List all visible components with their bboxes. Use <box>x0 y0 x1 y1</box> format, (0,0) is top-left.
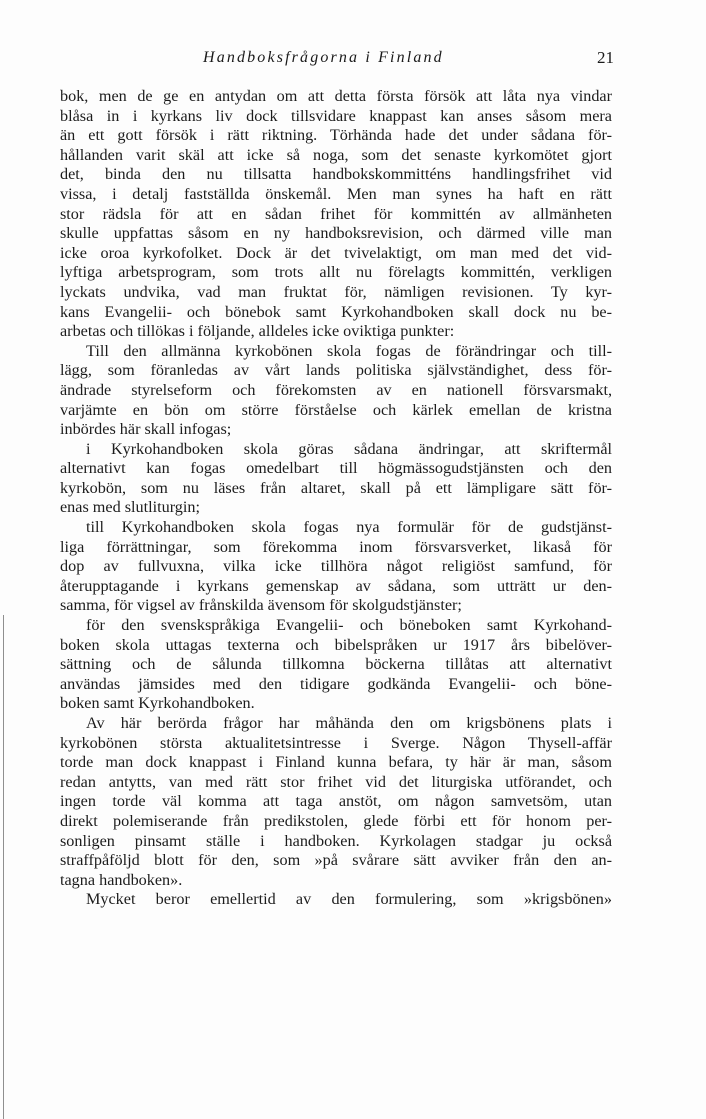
text-line <box>60 303 612 323</box>
text-line-content: kans Evangelii- och bönebok samt Kyrkohandboken skall dock nu be- <box>60 302 612 321</box>
text-line-content: varjämte en bön om större förståelse och kärlek emellan de kristna <box>60 400 612 419</box>
text-line <box>60 675 612 695</box>
text-line-content: torde man dock knappast i Finland kunna befara, ty här är man, såsom <box>60 753 612 772</box>
text-line <box>60 655 612 675</box>
text-line <box>60 146 612 166</box>
running-head: Handboksfrågorna i Finland <box>203 49 444 66</box>
text-line <box>60 381 612 401</box>
text-line-content: skulle uppfattas såsom en ny handboksrevision, och därmed ville man <box>60 224 612 243</box>
text-line <box>60 734 612 754</box>
text-line-content: Av här berörda frågor har måhända den om krigsbönens plats i <box>86 714 612 732</box>
text-line <box>60 694 612 714</box>
text-line-content: arbetas och tillökas i följande, alldeles icke oviktiga punkter: <box>60 322 455 341</box>
text-line-content: blåsa in i kyrkans liv dock tillsvidare knappast kan anses såsom mera <box>60 106 612 125</box>
text-line-content: inbördes här skall infogas; <box>60 420 232 439</box>
text-line-content: redan antytts, van med rätt stor frihet vid det liturgiska utförandet, och <box>60 772 612 791</box>
text-line-content: boken skola uttagas texterna och bibelspråken ur 1917 års bibelöver- <box>60 635 612 654</box>
page-edge-line <box>3 615 4 1119</box>
text-line-content: lyftiga arbetsprogram, som trots allt nu förelagts kommittén, verkligen <box>60 263 612 282</box>
text-line <box>60 342 612 362</box>
text-line-content: lyckats undvika, vad man fruktat för, nämligen revisionen. Ty kyr- <box>60 282 612 301</box>
text-line <box>60 224 612 244</box>
text-line-content: i Kyrkohandboken skola göras sådana ändringar, att skriftermål <box>86 439 612 458</box>
text-line-content: stor rädsla för att en sådan frihet för kommittén av allmänheten <box>60 204 612 223</box>
text-line <box>60 636 612 656</box>
text-line-content: samma, för vigsel av frånskilda ävensom för skolgudstjänster; <box>60 596 462 615</box>
text-line-content: straffpåföljd blott för den, som »på svårare sätt avviker från den an- <box>60 851 612 870</box>
text-line <box>60 577 612 597</box>
text-line <box>60 753 612 773</box>
text-line-content: sonligen pinsamt ställe i handboken. Kyrkolagen stadgar ju också <box>60 831 612 850</box>
text-line-content: dop av fullvuxna, vilka icke tillhöra något religiöst samfund, för <box>60 557 612 576</box>
text-line-content: alternativt kan fogas omedelbart till högmässogudstjänsten och den <box>60 459 612 478</box>
text-line <box>60 890 612 910</box>
text-line <box>60 244 612 264</box>
text-line <box>60 851 612 871</box>
text-line <box>60 871 612 891</box>
text-line <box>60 185 612 205</box>
text-line-content: bok, men de ge en antydan om att detta första försök att låta nya vindar <box>60 87 612 105</box>
text-line <box>60 616 612 636</box>
text-line <box>60 714 612 734</box>
text-line-content: lägg, som föranledas av vårt lands politiska självständighet, dess för- <box>60 361 612 380</box>
text-line <box>60 401 612 421</box>
text-line <box>60 538 612 558</box>
text-line-content: än ett gott försök i rätt riktning. Törhända hade det under sådana för- <box>60 126 612 145</box>
text-line <box>60 420 612 440</box>
text-line <box>60 518 612 538</box>
text-line-content: det, binda den nu tillsatta handbokskommitténs handlingsfrihet vid <box>60 165 612 184</box>
text-line-content: sättning och de sålunda tillkomna böckerna tillåtas att alternativt <box>60 655 612 674</box>
text-line <box>60 87 612 107</box>
text-line-content: hållanden varit skäl att icke så noga, som det senaste kyrkomötet gjort <box>60 145 612 164</box>
text-line <box>60 361 612 381</box>
text-line-content: ändrade styrelseform och förekomsten av en nationell försvarsmakt, <box>60 380 612 399</box>
text-line-content: till Kyrkohandboken skola fogas nya formulär för de gudstjänst- <box>86 518 612 537</box>
text-line-content: tagna handboken». <box>60 870 183 889</box>
text-line-content: liga förrättningar, som förekomma inom försvarsverket, likaså för <box>60 537 612 556</box>
text-line <box>60 812 612 832</box>
text-line <box>60 459 612 479</box>
text-line-content: för den svenskspråkiga Evangelii- och böneboken samt Kyrkohand- <box>86 616 612 635</box>
text-line <box>60 263 612 283</box>
text-line <box>60 440 612 460</box>
text-line-content: kyrkobönen största aktualitetsintresse i Sverge. Någon Thysell-affär <box>60 733 612 752</box>
text-line-content: Mycket beror emellertid av den formulering, som »krigsbönen» <box>86 890 612 909</box>
body-text <box>60 87 612 910</box>
text-line <box>60 126 612 146</box>
text-line-content: ingen torde väl komma att taga anstöt, om någon samvetsöm, utan <box>60 792 612 811</box>
text-line <box>60 832 612 852</box>
text-line <box>60 283 612 303</box>
text-line <box>60 596 612 616</box>
text-line <box>60 165 612 185</box>
text-line <box>60 498 612 518</box>
text-line <box>60 322 612 342</box>
text-line <box>60 557 612 577</box>
text-line <box>60 479 612 499</box>
text-line-content: enas med slutliturgin; <box>60 498 200 517</box>
text-line-content: användas jämsides med den tidigare godkända Evangelii- och böne- <box>60 674 612 693</box>
text-line-content: icke oroa kyrkofolket. Dock är det tvivelaktigt, om man med det vid- <box>60 243 612 262</box>
text-line <box>60 107 612 127</box>
text-line-content: återupptagande i kyrkans gemenskap av sådana, som utträtt ur den- <box>60 576 612 595</box>
page-number: 21 <box>597 48 614 67</box>
text-line <box>60 205 612 225</box>
text-line-content: boken samt Kyrkohandboken. <box>60 694 255 713</box>
text-line-content: kyrkobön, som nu läses från altaret, skall på ett lämpligare sätt för- <box>60 478 612 497</box>
text-line-content: direkt polemiserande från predikstolen, glede förbi ett för honom per- <box>60 811 612 830</box>
text-line-content: Till den allmänna kyrkobönen skola fogas de förändringar och till- <box>86 341 612 360</box>
text-line <box>60 792 612 812</box>
text-line-content: vissa, i detalj fastställda önskemål. Men man synes ha haft en rätt <box>60 184 612 203</box>
text-line <box>60 773 612 793</box>
